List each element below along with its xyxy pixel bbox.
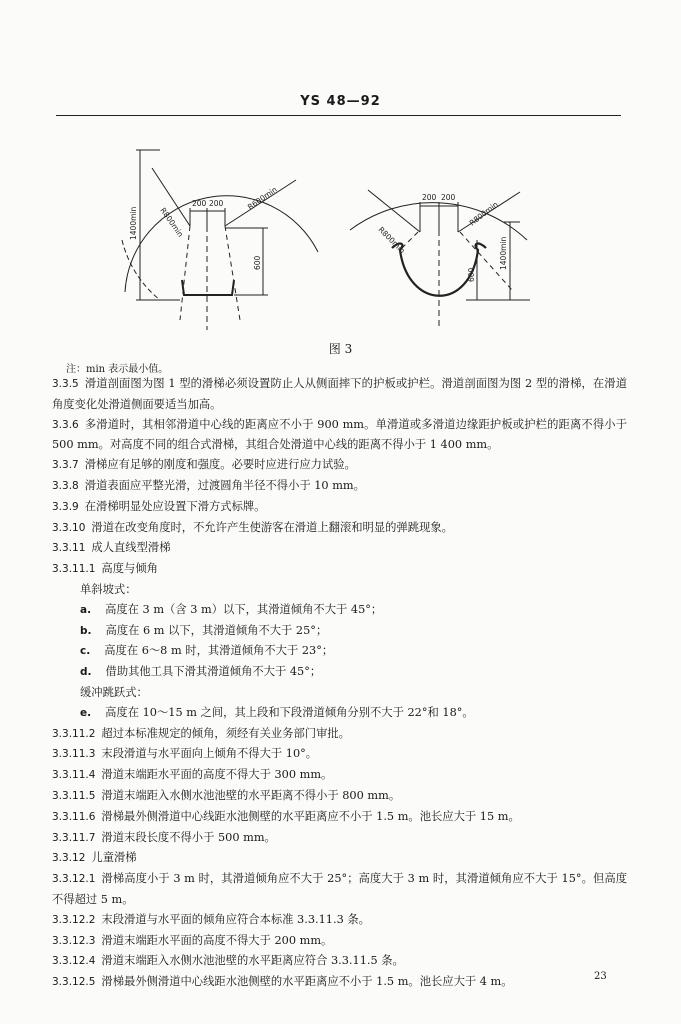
right-height-side-label: 600 [467,267,476,282]
left-radius-label-a: R800min [158,205,186,239]
clause-text: 滑道表面应平整光滑，过渡圆角半径不得小于 10 mm。 [84,478,365,492]
paragraph [52,951,627,972]
paragraph [52,518,627,539]
paragraph [52,415,627,456]
paragraph [52,807,627,828]
clause-number: 3.3.12.4 [52,955,96,968]
right-height-total-label: 1400min [499,236,508,270]
clause-text: 高度在 6 m 以下，其滑道倾角不大于 25°； [105,623,328,637]
paragraph [52,580,627,600]
paragraph [52,765,627,786]
paragraph [52,724,627,745]
clause-number: 3.3.12.5 [52,976,96,989]
right-radius-line-a [368,190,420,232]
paragraph [52,703,627,724]
left-height-side-label: 600 [253,255,262,270]
clause-text: 末段滑道与水平面向上倾角不得大于 10°。 [101,747,318,761]
clause-text: 高度在 6～8 m 时，其滑道倾角不大于 23°； [104,644,334,658]
right-width-label-a: 200 [422,193,437,202]
clause-text: 借助其他工具下滑其滑道倾角不大于 45°； [105,665,322,679]
paragraph [52,641,627,662]
paragraph [52,744,627,765]
clause-text: 滑梯最外侧滑道中心线距水池侧壁的水平距离应不小于 1.5 m。池长应大于 15 m。 [101,809,520,823]
paragraph [52,497,627,518]
clause-text: 末段滑道与水平面的倾角应符合本标准 3.3.11.3 条。 [101,912,370,926]
left-clearance-arc [125,196,318,292]
paragraph [52,786,627,807]
clause-text: 在滑梯明显处应设置下滑方式标牌。 [84,499,266,513]
right-radius-label-a: R800min [376,225,407,256]
clause-number: 3.3.11.2 [52,727,96,740]
paragraph [52,869,627,910]
clause-text: 滑梯最外侧滑道中心线距水池侧壁的水平距离应不小于 1.5 m。池长应大于 4 m。 [101,975,513,989]
clause-number: 3.3.9 [52,500,79,513]
clause-number: 3.3.6 [52,418,79,431]
clause-number: 3.3.11.5 [52,789,96,802]
clause-text: 成人直线型滑梯 [91,541,171,555]
right-width-label-b: 200 [441,193,456,202]
paragraph [52,621,627,642]
clause-number: e. [80,706,92,719]
slide-profile-drawings [100,140,580,335]
clause-text: 滑道剖面图为图 1 型的滑梯必须设置防止人从侧面摔下的护板或护栏。滑道剖面图为图 2 型的滑梯，在滑道角度变化处滑道侧面要适当加高。 [52,377,627,411]
clause-number: 3.3.11 [52,542,86,555]
clause-number: 3.3.12.2 [52,913,96,926]
clause-text: 滑道末端距入水侧水池池壁的水平距离应符合 3.3.11.5 条。 [101,954,404,968]
paragraph [52,931,627,952]
clause-text: 滑梯高度小于 3 m 时，其滑道倾角应不大于 25°；高度大于 3 m 时，其滑道倾角应不大于 15°。但高度不得超过 5 m。 [52,872,627,906]
clause-number: 3.3.11.6 [52,810,96,823]
clause-number: c. [80,645,91,658]
clause-number: 3.3.12.1 [52,873,96,886]
clause-text: 滑道末段长度不得小于 500 mm。 [101,830,276,844]
figure-note: 注：min 表示最小值。 [66,364,169,375]
figure-3-diagrams [100,140,580,339]
clause-number: d. [80,666,92,679]
paragraph [52,683,627,703]
clause-text: 儿童滑梯 [91,851,137,865]
left-slide-channel [182,280,234,295]
clause-text: 缓冲跳跃式： [80,685,148,699]
clause-text: 高度在 3 m（含 3 m）以下，其滑道倾角不大于 45°； [105,602,383,616]
figure-caption: 图 3 [328,342,353,356]
right-radius-label-b: R800min [467,199,500,228]
clause-number: 3.3.11.7 [52,831,96,844]
paragraph [52,538,627,559]
paragraph [52,662,627,683]
paragraph [52,374,627,415]
clause-number: 3.3.5 [52,378,79,390]
clause-number: 3.3.10 [52,521,86,534]
clause-text: 高度在 10～15 m 之间，其上段和下段滑道倾角分别不大于 22°和 18°。 [105,705,474,719]
paragraph [52,848,627,869]
clause-number: 3.3.8 [52,479,79,492]
clause-number: 3.3.12 [52,852,86,865]
paragraph [52,910,627,931]
clause-text: 单斜坡式： [80,582,137,596]
paragraph [52,972,627,993]
clause-text: 滑道末端距入水侧水池池壁的水平距离不得小于 800 mm。 [101,788,401,802]
paragraph [52,828,627,849]
header-rule [56,115,621,116]
left-width-label-a: 200 [192,199,207,208]
clause-number: 3.3.7 [52,459,79,472]
paragraph [52,476,627,497]
clause-text: 滑道末端距水平面的高度不得大于 300 mm。 [101,768,333,782]
document-code-header: YS 48—92 [300,94,381,109]
clause-text: 滑道末端距水平面的高度不得大于 200 mm。 [101,933,333,947]
clause-number: 3.3.11.4 [52,769,96,782]
paragraph [52,455,627,476]
clause-text: 滑道在改变角度时，不允许产生使游客在滑道上翻滚和明显的弹跳现象。 [91,520,453,534]
left-radius-label-b: R600min [245,184,279,212]
clause-number: 3.3.12.3 [52,934,96,947]
clause-text: 超过本标准规定的倾角，须经有关业务部门审批。 [101,726,350,740]
clause-text: 高度与倾角 [101,562,158,576]
document-body [52,374,627,993]
page-number: 23 [594,971,607,982]
clause-number: 3.3.11.1 [52,563,96,576]
clause-number: a. [80,603,92,616]
left-width-label-b: 200 [209,199,224,208]
left-height-total-label: 1400min [129,206,138,240]
clause-text: 多滑道时，其相邻滑道中心线的距离应不小于 900 mm。单滑道或多滑道边缘距护板或护栏的距离不得小于 500 mm。对高度不同的组合式滑梯，其组合处滑道中心线的距离不得小于 1 400 mm。 [52,417,627,452]
clause-number: 3.3.11.3 [52,748,96,761]
paragraph [52,600,627,621]
paragraph [52,559,627,580]
clause-number: b. [80,624,92,637]
clause-text: 滑梯应有足够的刚度和强度。必要时应进行应力试验。 [84,458,356,472]
